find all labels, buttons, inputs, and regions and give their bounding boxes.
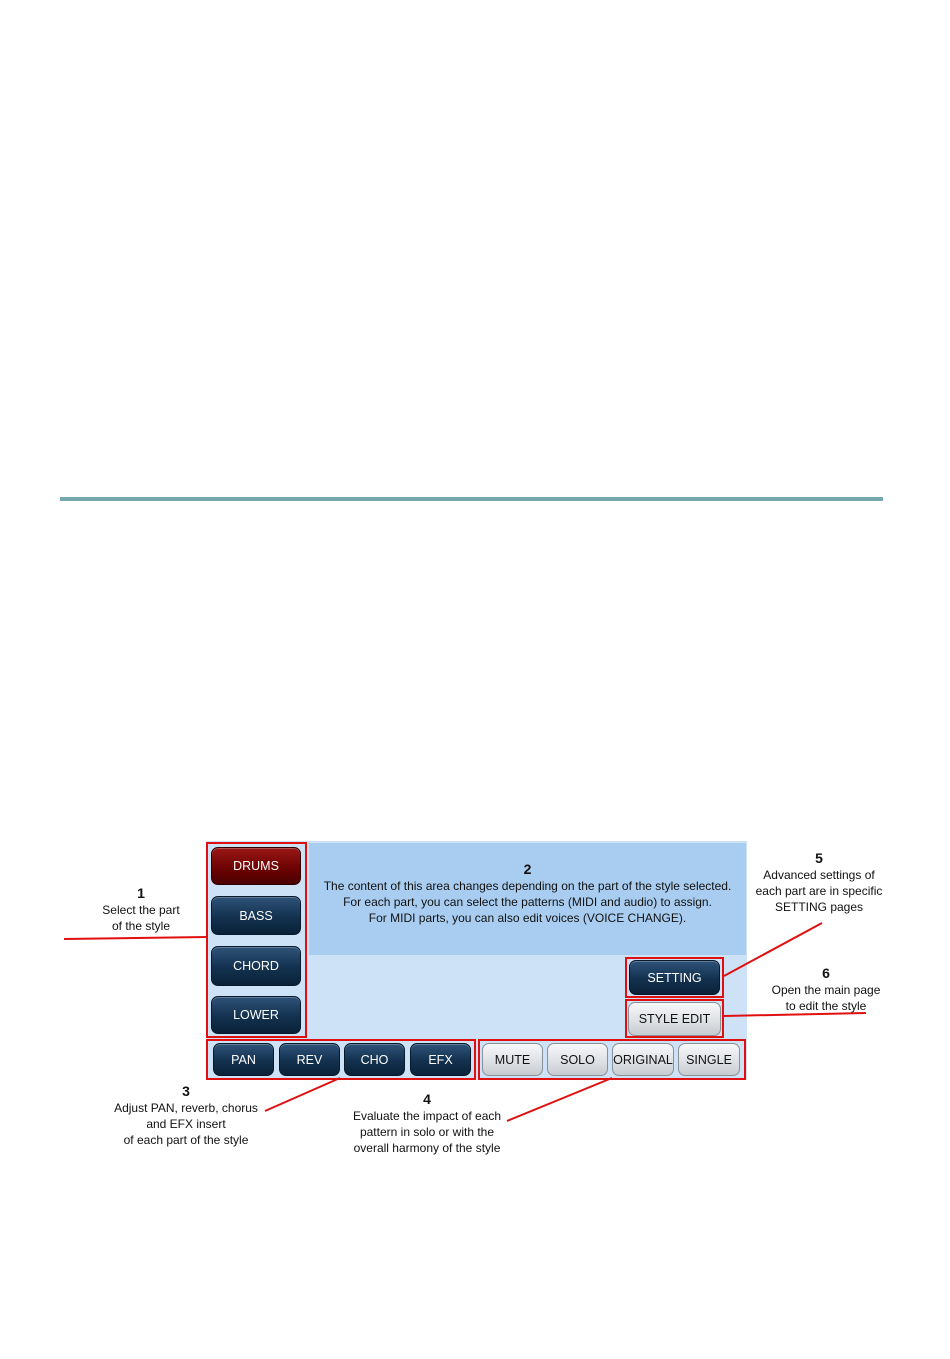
content-line: For MIDI parts, you can also edit voices (VOICE CHANGE). xyxy=(368,911,687,925)
mute-button[interactable]: MUTE xyxy=(482,1043,543,1076)
cho-button[interactable]: CHO xyxy=(344,1043,405,1076)
callout-5 xyxy=(750,850,888,915)
callout-6 xyxy=(762,965,890,1014)
callout-line: of the style xyxy=(111,919,171,933)
style-edit-button[interactable]: STYLE EDIT xyxy=(628,1002,721,1036)
callout-number: 6 xyxy=(822,965,830,981)
callout-line: pattern in solo or with the xyxy=(359,1125,495,1139)
content-line: The content of this area changes depending on the part of the style selected. xyxy=(323,879,732,893)
callout-line: overall harmony of the style xyxy=(353,1141,501,1155)
part-button-drums[interactable]: DRUMS xyxy=(211,847,301,885)
highlight-frame-style-edit xyxy=(625,999,724,1038)
callout-number-2: 2 xyxy=(523,861,532,877)
pan-button[interactable]: PAN xyxy=(213,1043,274,1076)
callout-line: each part are in specific xyxy=(755,884,883,898)
efx-button[interactable]: EFX xyxy=(410,1043,471,1076)
callout-number: 5 xyxy=(815,850,823,866)
highlight-frame-setting xyxy=(625,957,724,998)
part-button-chord[interactable]: CHORD xyxy=(211,946,301,986)
callout-line: SETTING pages xyxy=(774,900,864,914)
section-divider xyxy=(60,497,883,501)
part-button-bass[interactable]: BASS xyxy=(211,896,301,935)
highlight-frame-parts xyxy=(206,842,307,1038)
solo-button[interactable]: SOLO xyxy=(547,1043,608,1076)
callout-line: Open the main page xyxy=(771,983,881,997)
callout-line: to edit the style xyxy=(785,999,867,1013)
part-button-lower[interactable]: LOWER xyxy=(211,996,301,1034)
callout-line: Advanced settings of xyxy=(763,868,875,882)
callout-line: Select the part xyxy=(102,903,180,917)
rev-button[interactable]: REV xyxy=(279,1043,340,1076)
single-button[interactable]: SINGLE xyxy=(678,1043,740,1076)
content-line: For each part, you can select the patterns (MIDI and audio) to assign. xyxy=(343,895,712,909)
callout-line: of each part of the style xyxy=(123,1133,249,1147)
callout-line: Adjust PAN, reverb, chorus xyxy=(114,1101,258,1115)
callout-number: 3 xyxy=(182,1083,190,1099)
callout-line: Evaluate the impact of each xyxy=(352,1109,502,1123)
content-area-description xyxy=(309,861,746,926)
callout-3 xyxy=(100,1083,272,1148)
callout-number: 1 xyxy=(137,885,145,901)
setting-button[interactable]: SETTING xyxy=(629,960,720,995)
callout-4 xyxy=(336,1091,518,1156)
highlight-frame-effects xyxy=(206,1039,476,1080)
callout-line: and EFX insert xyxy=(146,1117,226,1131)
highlight-frame-playback xyxy=(478,1039,746,1080)
callout-number: 4 xyxy=(423,1091,431,1107)
original-button[interactable]: ORIGINAL xyxy=(612,1043,674,1076)
callout-1 xyxy=(80,885,202,934)
